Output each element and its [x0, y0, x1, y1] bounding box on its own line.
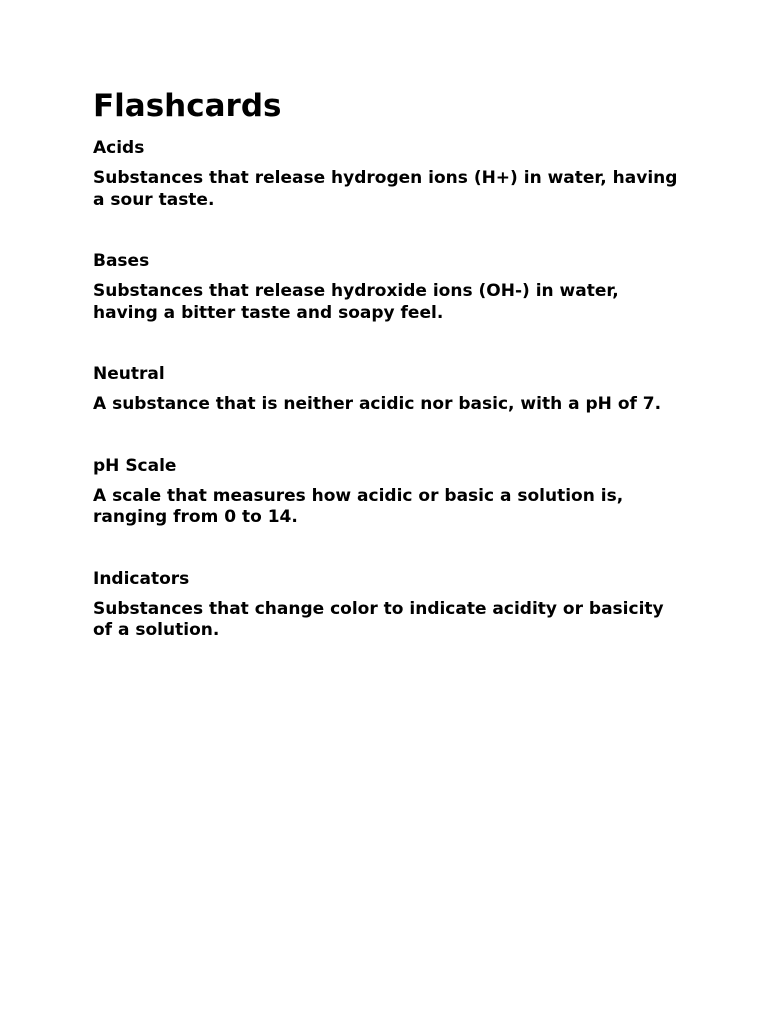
flashcard-indicators: [93, 568, 683, 642]
flashcard-acids: [93, 137, 683, 211]
page-title: Flashcards: [93, 88, 282, 124]
flashcard-bases: [93, 250, 683, 324]
flashcard-ph-scale: [93, 455, 683, 529]
flashcard-term: Bases: [93, 251, 150, 271]
flashcard-definition: A scale that measures how acidic or basic a solution is, ranging from 0 to 14.: [93, 485, 624, 527]
flashcard-neutral: [93, 363, 683, 416]
flashcard-term: Acids: [93, 138, 145, 158]
flashcard-term: Indicators: [93, 568, 190, 589]
flashcard-definition: Substances that change color to indicate acidity or basicity of a solution.: [93, 598, 664, 640]
flashcard-definition: Substances that release hydrogen ions (H+) in water, having a sour taste.: [93, 168, 678, 210]
flashcard-definition: A substance that is neither acidic nor basic, with a pH of 7.: [93, 394, 662, 414]
document-page: [93, 84, 683, 681]
flashcard-definition: Substances that release hydroxide ions (OH-) in water, having a bitter taste and soapy feel.: [93, 281, 619, 323]
flashcard-term: Neutral: [93, 364, 165, 384]
flashcard-term: pH Scale: [93, 455, 177, 476]
